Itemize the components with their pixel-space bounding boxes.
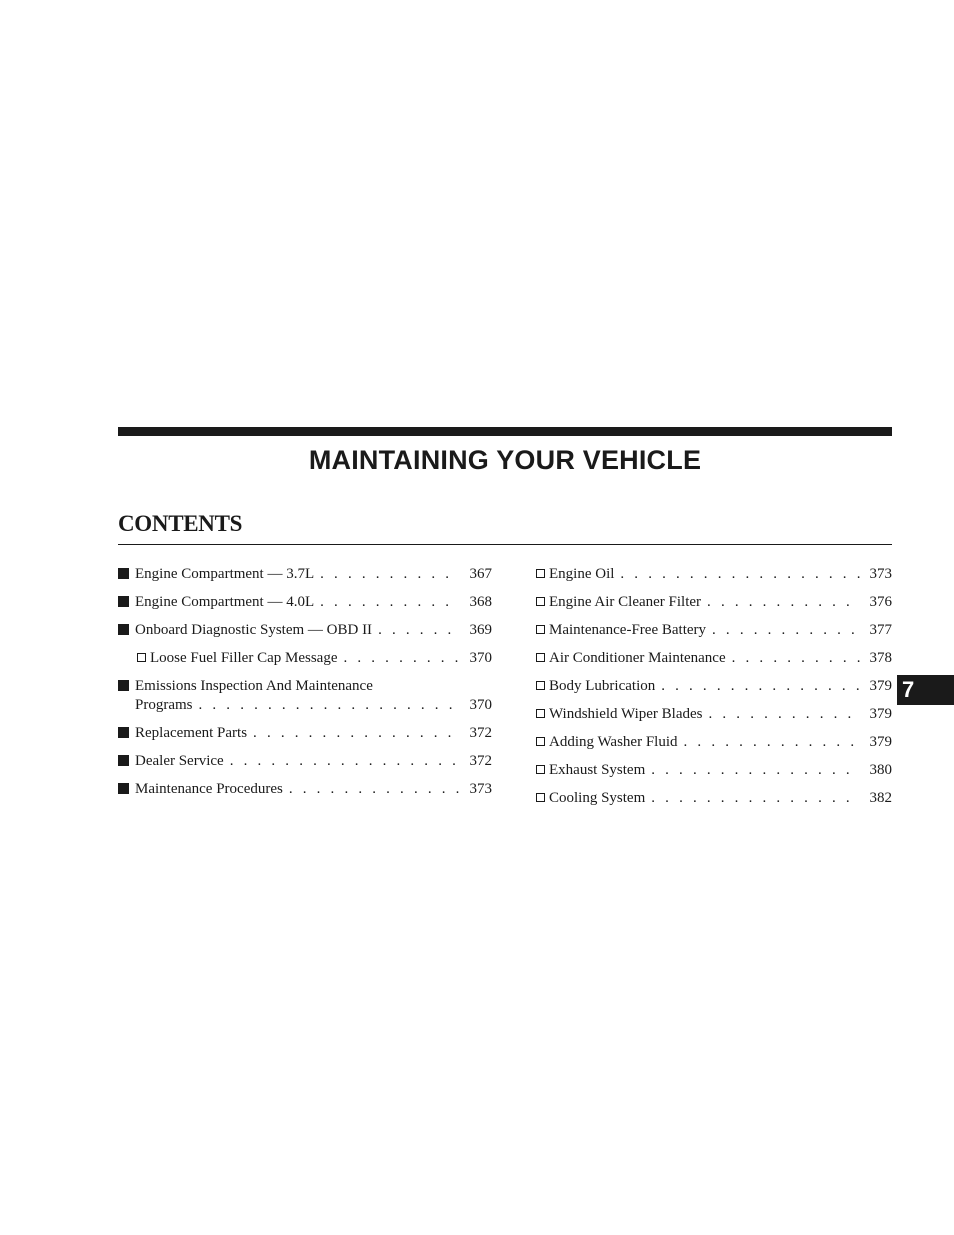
- toc-entry-title: Loose Fuel Filler Cap Message: [150, 650, 338, 666]
- hollow-square-bullet-icon: [536, 621, 549, 640]
- chapter-title: MAINTAINING YOUR VEHICLE: [308, 445, 702, 475]
- dot-leader: [651, 761, 860, 780]
- toc-entry[interactable]: [118, 780, 492, 799]
- toc-entry-title: Maintenance-Free Battery: [549, 622, 707, 638]
- chapter-tab-marker[interactable]: 7: [897, 675, 954, 705]
- toc-entry[interactable]: [536, 761, 892, 780]
- toc-entry-title: Emissions Inspection And Maintenance: [135, 678, 373, 694]
- hollow-square-bullet-icon: [137, 649, 150, 668]
- hollow-square-bullet-icon: [536, 649, 549, 668]
- dot-leader: [289, 780, 460, 799]
- toc-entry-title: Exhaust System: [549, 762, 646, 778]
- toc-page-number: 373: [469, 781, 492, 797]
- toc-entry-title: Engine Compartment — 3.7L: [135, 566, 315, 582]
- toc-entry[interactable]: [118, 649, 492, 668]
- toc-page-number: 370: [469, 650, 492, 666]
- toc-entry[interactable]: [118, 677, 492, 715]
- filled-square-bullet-icon: [118, 593, 135, 612]
- toc-page-number: 379: [869, 706, 892, 722]
- toc-page-number: 376: [869, 594, 892, 610]
- filled-square-bullet-icon: [118, 752, 135, 771]
- toc-entry[interactable]: [118, 752, 492, 771]
- toc-page-number: 372: [469, 753, 492, 769]
- filled-square-bullet-icon: [118, 780, 135, 799]
- toc-entry[interactable]: [536, 649, 892, 668]
- filled-square-bullet-icon: [118, 724, 135, 743]
- toc-page-number: 372: [469, 725, 492, 741]
- dot-leader: [732, 649, 860, 668]
- dot-leader: [661, 677, 860, 696]
- toc-entry-title: Onboard Diagnostic System — OBD II: [135, 622, 373, 638]
- toc-page-number: 373: [869, 566, 892, 582]
- toc-page-number: 370: [469, 697, 492, 713]
- dot-leader: [707, 593, 860, 612]
- hollow-square-bullet-icon: [536, 677, 549, 696]
- toc-page-number: 380: [869, 762, 892, 778]
- dot-leader: [712, 621, 860, 640]
- toc-entry[interactable]: [536, 677, 892, 696]
- filled-square-bullet-icon: [118, 677, 135, 696]
- toc-entry-title: Engine Compartment — 4.0L: [135, 594, 315, 610]
- toc-page-number: 378: [869, 650, 892, 666]
- toc-entry[interactable]: [118, 621, 492, 640]
- filled-square-bullet-icon: [118, 621, 135, 640]
- dot-leader: [709, 705, 861, 724]
- toc-entry[interactable]: [118, 593, 492, 612]
- dot-leader: [253, 724, 460, 743]
- hollow-square-bullet-icon: [536, 733, 549, 752]
- dot-leader: [320, 593, 460, 612]
- toc-entry[interactable]: [118, 565, 492, 584]
- hollow-square-bullet-icon: [536, 705, 549, 724]
- toc-entry[interactable]: [536, 789, 892, 808]
- dot-leader: [230, 752, 460, 771]
- toc-entry-title: Air Conditioner Maintenance: [549, 650, 726, 666]
- dot-leader: [343, 649, 460, 668]
- contents-rule: [118, 544, 892, 545]
- toc-page-number: 368: [469, 594, 492, 610]
- toc-entry-title-continued: Programs: [135, 697, 193, 713]
- toc-entry-title: Maintenance Procedures: [135, 781, 283, 797]
- hollow-square-bullet-icon: [536, 593, 549, 612]
- hollow-square-bullet-icon: [536, 565, 549, 584]
- dot-leader: [320, 565, 460, 584]
- toc-entry-title: Adding Washer Fluid: [549, 734, 678, 750]
- dot-leader: [620, 565, 860, 584]
- toc-entry-title: Cooling System: [549, 790, 646, 806]
- toc-entry-title: Dealer Service: [135, 753, 224, 769]
- contents-heading: CONTENTS: [118, 511, 243, 536]
- toc-page-number: 379: [869, 734, 892, 750]
- dot-leader: [378, 621, 460, 640]
- dot-leader: [684, 733, 860, 752]
- toc-page-number: 377: [869, 622, 892, 638]
- chapter-top-rule: [118, 427, 892, 436]
- toc-entry-title: Windshield Wiper Blades: [549, 706, 703, 722]
- filled-square-bullet-icon: [118, 565, 135, 584]
- toc-left-column: [118, 565, 492, 808]
- toc-entry-title: Engine Oil: [549, 566, 615, 582]
- toc-entry[interactable]: [536, 565, 892, 584]
- toc-entry[interactable]: [536, 593, 892, 612]
- toc-page-number: 382: [869, 790, 892, 806]
- hollow-square-bullet-icon: [536, 761, 549, 780]
- toc-entry-title: Replacement Parts: [135, 725, 248, 741]
- toc-right-column: [536, 565, 892, 817]
- toc-page-number: 367: [469, 566, 492, 582]
- toc-entry[interactable]: [118, 724, 492, 743]
- toc-page-number: 379: [869, 678, 892, 694]
- toc-entry-title: Engine Air Cleaner Filter: [549, 594, 702, 610]
- dot-leader: [651, 789, 860, 808]
- toc-page-number: 369: [469, 622, 492, 638]
- dot-leader: [199, 696, 461, 715]
- toc-entry[interactable]: [536, 733, 892, 752]
- toc-entry-title: Body Lubrication: [549, 678, 656, 694]
- toc-entry[interactable]: [536, 621, 892, 640]
- toc-entry[interactable]: [536, 705, 892, 724]
- hollow-square-bullet-icon: [536, 789, 549, 808]
